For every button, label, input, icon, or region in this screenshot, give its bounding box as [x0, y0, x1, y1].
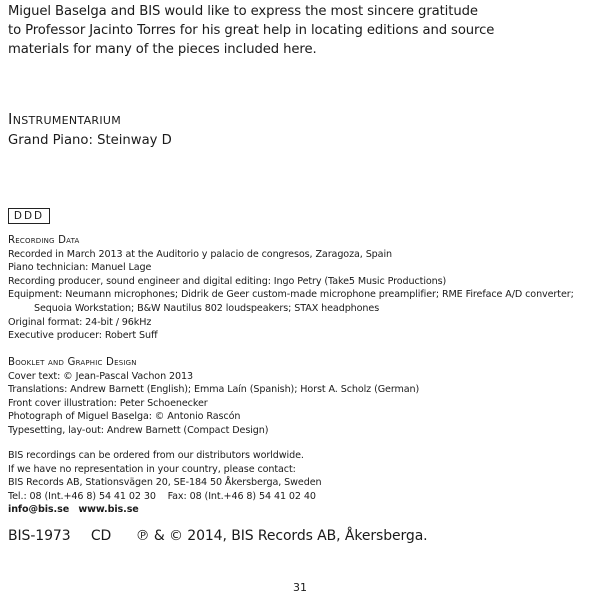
booklet-line: Front cover illustration: Peter Schoenecker — [8, 397, 208, 409]
booklet-line: Translations: Andrew Barnett (English); Emma Laín (Spanish); Horst A. Scholz (German) — [8, 384, 420, 396]
acknowledgement-paragraph — [8, 2, 596, 59]
address-line: BIS Records AB, Stationsvägen 20, SE-184 50 Åkersberga, Sweden — [8, 477, 322, 489]
recording-line: Recording producer, sound engineer and digital editing: Ingo Petry (Take5 Music Productions) — [8, 275, 447, 287]
acknowledgement-line: Miguel Baselga and BIS would like to express the most sincere gratitude — [8, 4, 478, 19]
recording-line: Sequoia Workstation; B&W Nautilus 802 loudspeakers; STAX headphones — [34, 302, 380, 314]
recording-line: Original format: 24-bit / 96kHz — [8, 316, 152, 328]
recording-data-heading: Recording Data — [8, 235, 80, 246]
copyright-notice: ℗ & © 2014, BIS Records AB, Åkersberga. — [135, 528, 428, 544]
booklet-line: Photograph of Miguel Baselga: © Antonio Rascón — [8, 411, 241, 423]
recording-line: Equipment: Neumann microphones; Didrik de Geer custom-made microphone preamplifier; RME Fireface A/D converter; — [8, 289, 574, 301]
recording-line: Executive producer: Robert Suff — [8, 330, 158, 342]
booklet-line: Typesetting, lay-out: Andrew Barnett (Compact Design) — [8, 424, 269, 436]
acknowledgement-line: to Professor Jacinto Torres for his great help in locating editions and source — [8, 23, 495, 38]
booklet-design-heading: Booklet and Graphic Design — [8, 357, 137, 368]
page-number: 31 — [293, 581, 307, 594]
email-link[interactable]: info@bis.se — [8, 504, 70, 516]
ddd-badge: DDD — [8, 208, 50, 224]
instrumentarium-heading: Instrumentarium — [8, 110, 122, 128]
contact-line: BIS recordings can be ordered from our distributors worldwide. — [8, 450, 304, 461]
acknowledgement-line: materials for many of the pieces included here. — [8, 42, 317, 57]
catalog-number: BIS-1973 — [8, 528, 71, 544]
phone-fax-line: Tel.: 08 (Int.+46 8) 54 41 02 30 Fax: 08 (Int.+46 8) 54 41 02 40 — [8, 490, 316, 502]
booklet-line: Cover text: © Jean-Pascal Vachon 2013 — [8, 370, 194, 382]
instrument-line: Grand Piano: Steinway D — [8, 133, 172, 148]
website-link[interactable]: www.bis.se — [78, 504, 139, 516]
contact-section — [8, 449, 596, 517]
recording-line: Piano technician: Manuel Lage — [8, 262, 152, 274]
recording-data-section — [8, 234, 596, 343]
booklet-design-section — [8, 356, 596, 438]
format-label: CD — [90, 528, 112, 544]
recording-line: Recorded in March 2013 at the Auditorio y palacio de congresos, Zaragoza, Spain — [8, 248, 392, 260]
catalog-line — [8, 527, 596, 545]
contact-links — [8, 503, 596, 517]
contact-line: If we have no representation in your country, please contact: — [8, 463, 296, 475]
